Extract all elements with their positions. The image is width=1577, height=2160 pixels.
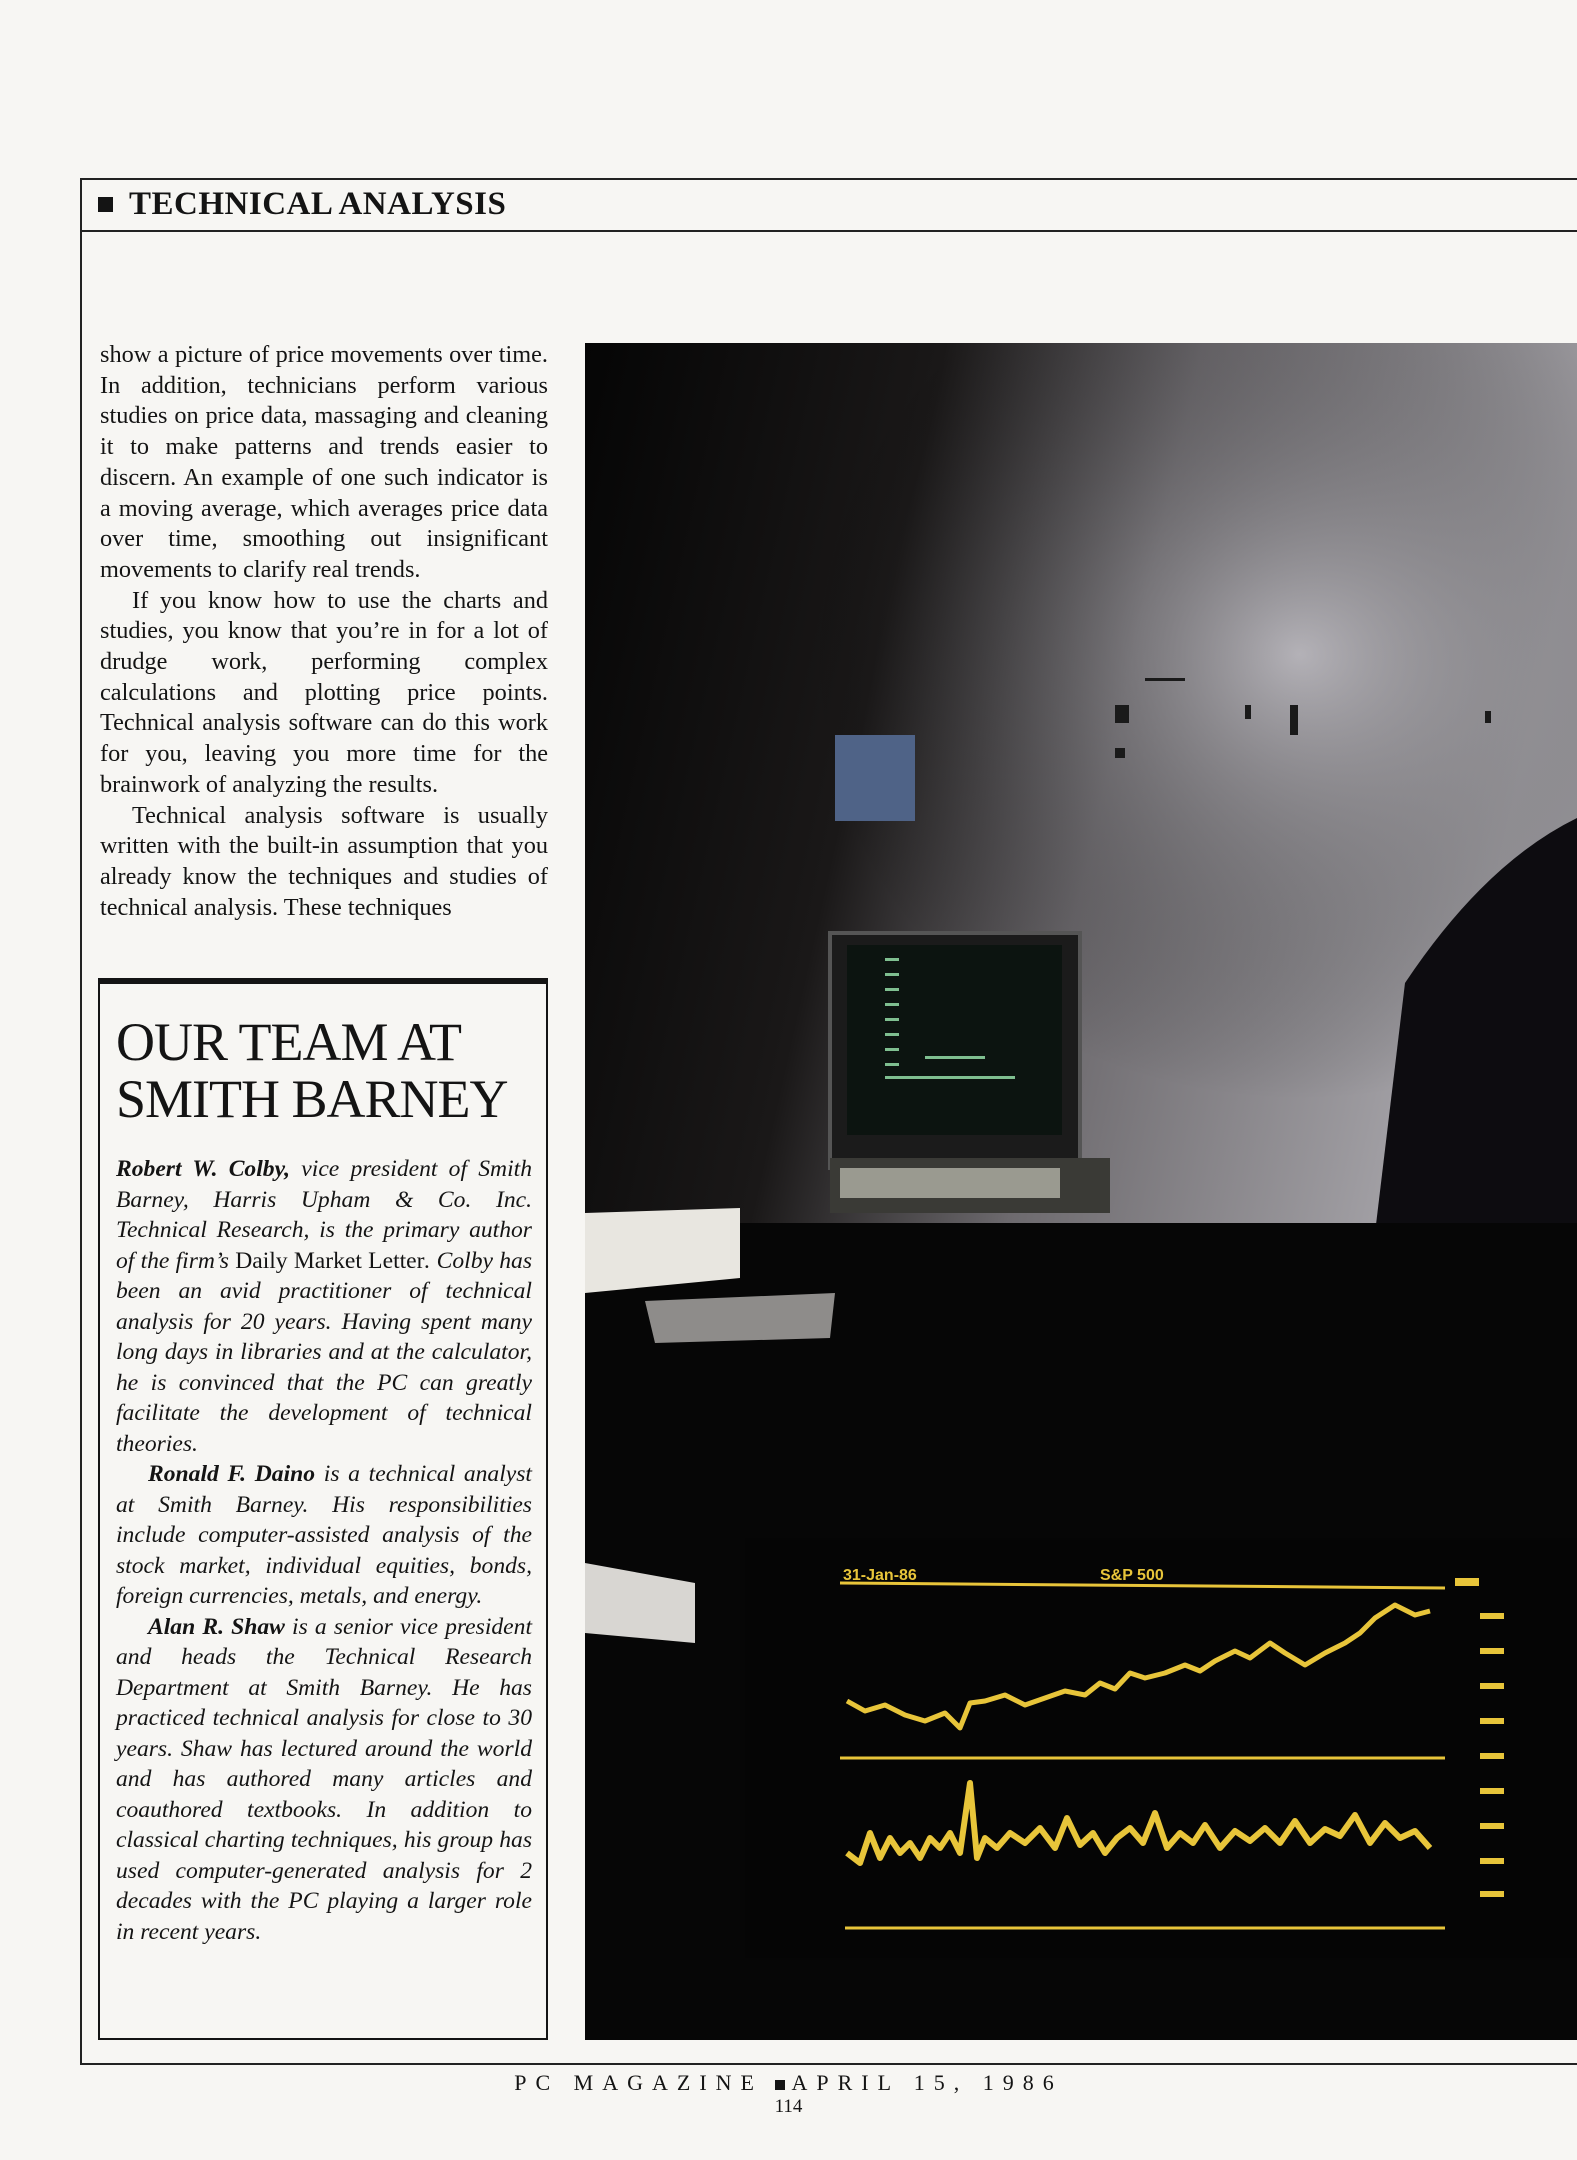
bio-name: Ronald F. Daino (148, 1461, 316, 1487)
issue-date: APRIL 15, 1986 (791, 2070, 1063, 2095)
page-number: 114 (774, 2096, 803, 2117)
bio-colby (116, 1154, 532, 1459)
screen-date-label: 31-Jan-86 (843, 1567, 917, 1584)
bio-name: Alan R. Shaw (148, 1613, 285, 1640)
section-label: TECHNICAL ANALYSIS (129, 185, 507, 222)
bio-daino (116, 1459, 532, 1612)
bio-publication: Daily Market Letter (235, 1247, 425, 1274)
team-sidebar (98, 978, 548, 2040)
sidebar-title: OUR TEAM AT SMITH BARNEY (116, 1012, 508, 1129)
screen-index-label: S&P 500 (1100, 1567, 1164, 1584)
bio-shaw (116, 1612, 532, 1948)
footer-magazine (0, 2070, 1577, 2096)
bio-text: vice president of Smith Barney, Harris Upham & Co. Inc. Technical Research, is the primary author of the firm’s (116, 1156, 532, 1274)
office-monitor-photo (585, 343, 1577, 2040)
section-header (80, 178, 1577, 232)
footer-separator-icon (775, 2080, 785, 2090)
papers-left (585, 1208, 740, 1293)
monitor-screen (745, 1538, 1577, 1958)
bio-text: is a technical analyst at Smith Barney. His responsibilities include computer-assisted analysis of the stock market, individual equities, bonds, foreign currencies, metals, and energy. (116, 1461, 532, 1609)
magazine-name: PC MAGAZINE (514, 2070, 763, 2095)
body-paragraph: show a picture of price movements over time. In addition, technicians perform various studies on price data, massaging and cleaning it to make patterns and trends easier to discern. An example of one such indicator is a moving average, which averages price data over time, smoothing out insignificant movements to clarify real trends. (100, 341, 548, 583)
photo-illustration (585, 343, 1577, 2040)
body-paragraph: Technical analysis software is usually written with the built-in assumption that you already know the techniques and studies of technical analysis. These techniques (100, 801, 548, 921)
wall-sign (835, 735, 915, 821)
article-body (100, 340, 548, 923)
terminal (830, 933, 1110, 1213)
bio-text: is a senior vice president and heads the Technical Research Department at Smith Barney. He has practiced technical analysis for close to 30 years. Shaw has lectured around the world and has authored many articles and coauthored textbooks. In addition to classical charting techniques, his group has used computer-generated analysis for 2 decades with the PC playing a larger role in recent years. (116, 1613, 533, 1945)
bio-name: Robert W. Colby, (116, 1156, 291, 1182)
bio-text: . Colby has been an avid practitioner of technical analysis for 20 years. Having spent many long days in libraries and at the calculator, he is convinced that the PC can greatly facilitate the development of technical theories. (116, 1247, 532, 1457)
header-bullet-icon (98, 197, 113, 212)
body-paragraph: If you know how to use the charts and studies, you know that you’re in for a lot of drudge work, performing complex calculations and plotting price points. Technical analysis software can do this work for you, leaving you more time for the brainwork of analyzing the results. (100, 586, 548, 798)
document-stack (645, 1293, 835, 1343)
